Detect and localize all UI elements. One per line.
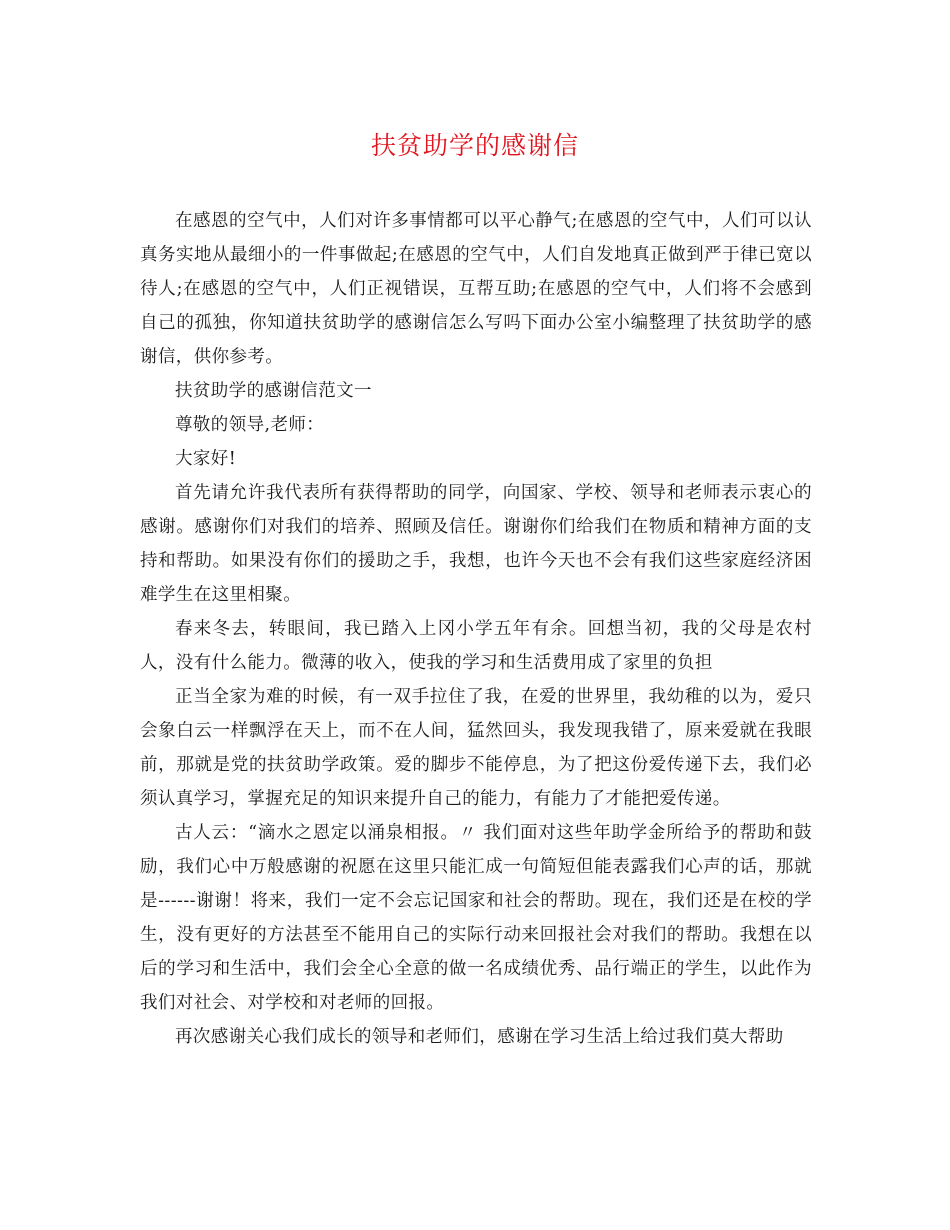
document-body bbox=[140, 204, 812, 1054]
paragraph-salutation: 尊敬的领导,老师： bbox=[175, 415, 325, 435]
document-title: 扶贫助学的感谢信 bbox=[370, 131, 579, 160]
paragraph-body: 正当全家为难的时候，有一双手拉住了我，在爱的世界里，我幼稚的以为，爱只会象白云一样飘浮在天上，而不在人间，猛然回头，我发现我错了，原来爱就在我眼前，那就是党的扶贫助学政策。爱的脚步不能停息，为了把这份爱传递下去，我们必须认真学习，掌握充足的知识来提升自己的能力，有能力了才能把爱传递。 bbox=[140, 687, 812, 809]
paragraph-body: 再次感谢关心我们成长的领导和老师们，感谢在学习生活上给过我们莫大帮助 bbox=[175, 1027, 784, 1047]
paragraph-body: 古人云：“滴水之恩定以涌泉相报。〃 我们面对这些年助学金所给予的帮助和鼓励，我们心中万般感谢的祝愿在这里只能汇成一句简短但能表露我们心声的话，那就是------谢谢！将来，我们一定不会忘记国家和社会的帮助。现在，我们还是在校的学生，没有更好的方法甚至不能用自己的实际行动来回报社会对我们的帮助。我想在以后的学习和生活中，我们会全心全意的做一名成绩优秀、品行端正的学生，以此作为我们对社会、对学校和对老师的回报。 bbox=[140, 823, 812, 1013]
paragraph-body: 首先请允许我代表所有获得帮助的同学，向国家、学校、领导和老师表示衷心的感谢。感谢你们对我们的培养、照顾及信任。谢谢你们给我们在物质和精神方面的支持和帮助。如果没有你们的援助之手，我想，也许今天也不会有我们这些家庭经济困难学生在这里相聚。 bbox=[140, 483, 812, 605]
paragraph-body: 春来冬去，转眼间，我已踏入上冈小学五年有余。回想当初，我的父母是农村人，没有什么能力。微薄的收入，使我的学习和生活费用成了家里的负担 bbox=[140, 619, 812, 673]
paragraph-intro: 在感恩的空气中，人们对许多事情都可以平心静气;在感恩的空气中，人们可以认真务实地从最细小的一件事做起;在感恩的空气中，人们自发地真正做到严于律已宽以待人;在感恩的空气中，人们正视错误，互帮互助;在感恩的空气中，人们将不会感到自己的孤独，你知道扶贫助学的感谢信怎么写吗下面办公室小编整理了扶贫助学的感谢信，供你参考。 bbox=[140, 211, 812, 367]
paragraph-sample-heading: 扶贫助学的感谢信范文一 bbox=[175, 381, 372, 401]
paragraph-greeting: 大家好! bbox=[175, 449, 237, 469]
